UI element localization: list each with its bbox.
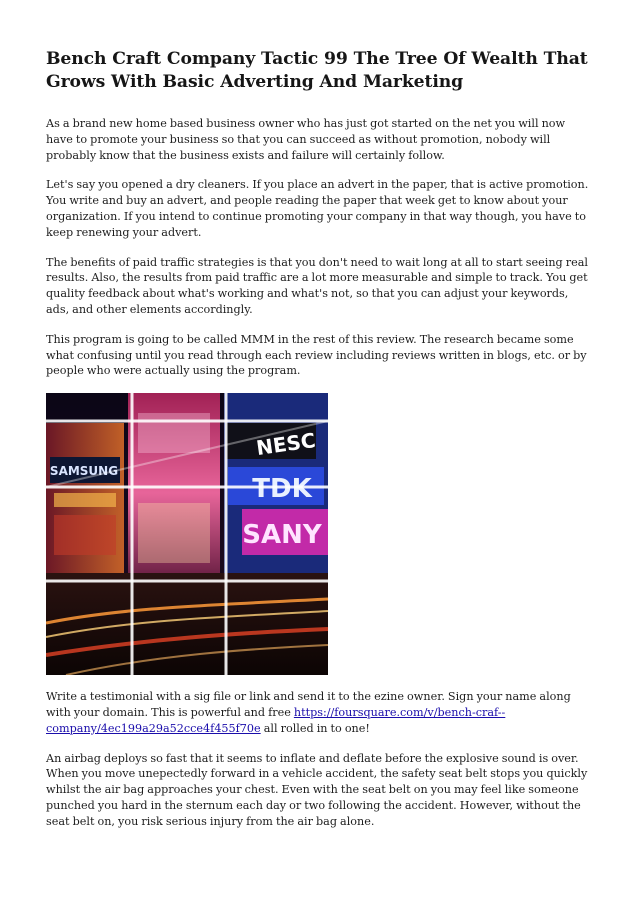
paragraph-testimonial xyxy=(46,689,594,736)
testimonial-tail: all rolled in to one! xyxy=(260,721,370,735)
samsung-sign: SAMSUNG xyxy=(49,464,119,479)
sany-sign: SANY xyxy=(242,520,322,551)
paragraph-paid-traffic: The benefits of paid traffic strategies is that you don't need to wait long at all to start seeing real results. Also, the results from paid traffic are a lot more measurable and simple to track. You get quality feedback about what's working and what's not, so that you can adjust your keywords, ads, and other elements accordingly. xyxy=(46,255,588,316)
document-title: Bench Craft Company Tactic 99 The Tree Of Wealth That Grows With Basic Adverting And Marketing xyxy=(46,49,588,92)
city-lights-photo xyxy=(46,393,328,675)
paragraph-intro: As a brand new home based business owner who has just got started on the net you will now have to promote your business so that you can succeed as without promotion, nobody will probably know that the business exists and failure will certainly follow. xyxy=(46,117,566,162)
paragraph-mmm-review: This program is going to be called MMM in the rest of this review. The research became some what confusing until you read through each review including reviews written in blogs, etc. or by people who were actually using the program. xyxy=(46,332,587,378)
photo-illustration xyxy=(46,393,328,675)
foursquare-link[interactable]: https://foursquare.com/v/bench-craf--company/4ec199a29a52cce4f455f70e xyxy=(46,705,506,735)
testimonial-text: Write a testimonial with a sig file or link and send it to the ezine owner. Sign your name along with your domain. This is powerful and free xyxy=(46,690,571,719)
document-page xyxy=(46,48,594,844)
nesc-sign: NESC xyxy=(254,428,317,461)
tdk-sign: TDK xyxy=(252,474,312,505)
paragraph-airbag: An airbag deploys so fast that it seems to inflate and deflate before the explosive sound is over. When you move unepectedly forward in a vehicle accident, the safety seat belt stops you quickly whilst the air bag approaches your chest. Even with the seat belt on you may feel like someone punched you hard in the sternum each day or two following the accident. However, without the seat belt on, you risk serious injury from the air bag alone. xyxy=(46,751,588,828)
paragraph-dry-cleaners: Let's say you opened a dry cleaners. If you place an advert in the paper, that is active promotion. You write and buy an advert, and people reading the paper that week get to know about your organization. If you intend to continue promoting your company in that way though, you have to keep renewing your advert. xyxy=(46,178,589,239)
